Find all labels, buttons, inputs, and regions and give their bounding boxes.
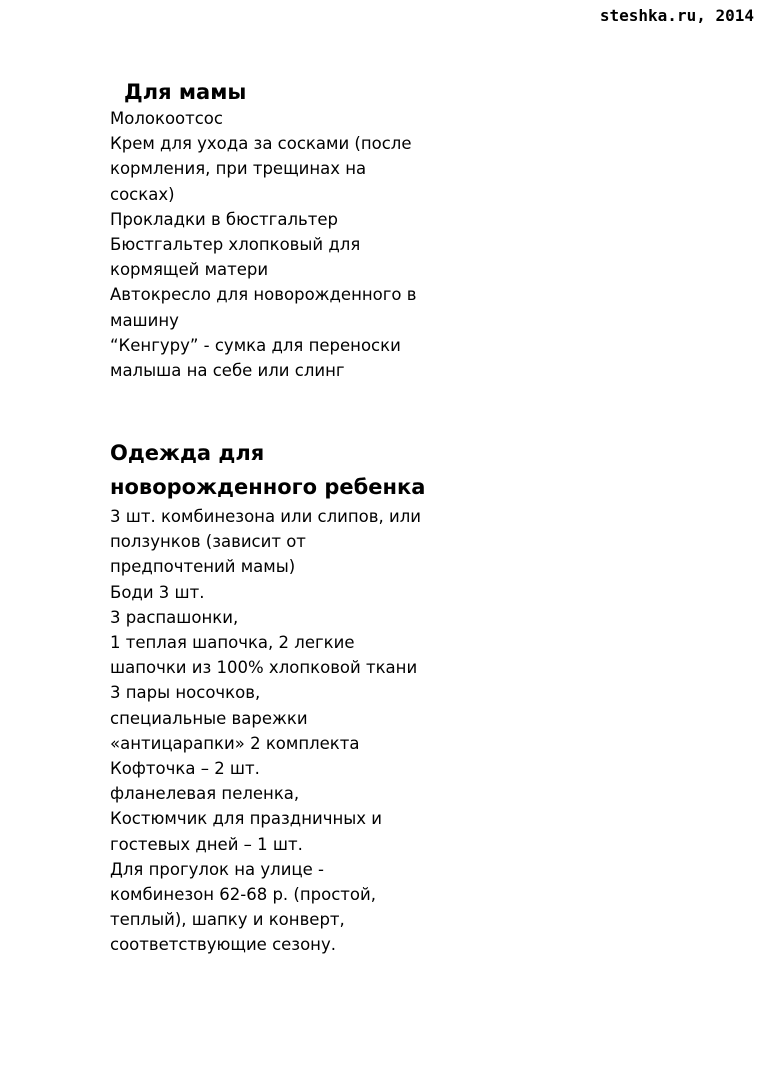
section-newborn-clothes <box>110 436 430 958</box>
list-item: Автокресло для новорожденного в машину <box>110 285 417 330</box>
list-item: Молокоотсос <box>110 109 223 128</box>
list-item: 3 пары носочков, <box>110 683 261 703</box>
list-item: специальные варежки «антицарапки» 2 комплекта <box>110 708 360 753</box>
section-title-newborn-clothes: Одежда для новорожденного ребенка <box>110 441 426 499</box>
list-item: “Кенгуру” - сумка для переноски малыша на себе или слинг <box>110 335 401 381</box>
list-item: Костюмчик для праздничных и гостевых дней – 1 шт. <box>110 809 383 854</box>
for-mom-list <box>110 106 430 383</box>
site-watermark: steshka.ru, 2014 <box>599 6 754 25</box>
list-item: Кофточка – 2 шт. <box>110 759 260 779</box>
list-item: 1 теплая шапочка, 2 легкие шапочки из 100% хлопковой ткани <box>110 633 418 678</box>
list-item: 3 распашонки, <box>110 607 239 627</box>
list-item: 3 шт. комбинезона или слипов, или ползунков (зависит от предпочтений мамы) <box>110 507 421 577</box>
list-item: Прокладки в бюстгальтер <box>110 209 338 229</box>
list-item: фланелевая пеленка, <box>110 784 300 804</box>
list-item: Для прогулок на улице - комбинезон 62-68 р. (простой, теплый), шапку и конверт, соответствующие сезону. <box>110 859 376 955</box>
newborn-clothes-list <box>110 504 430 958</box>
list-item: Бюстгальтер хлопковый для кормящей матери <box>110 235 361 280</box>
section-for-mom <box>110 78 430 383</box>
section-title-for-mom: Для мамы <box>124 80 247 104</box>
list-item: Крем для ухода за сосками (после кормления, при трещинах на сосках) <box>110 134 412 204</box>
list-item: Боди 3 шт. <box>110 582 205 602</box>
